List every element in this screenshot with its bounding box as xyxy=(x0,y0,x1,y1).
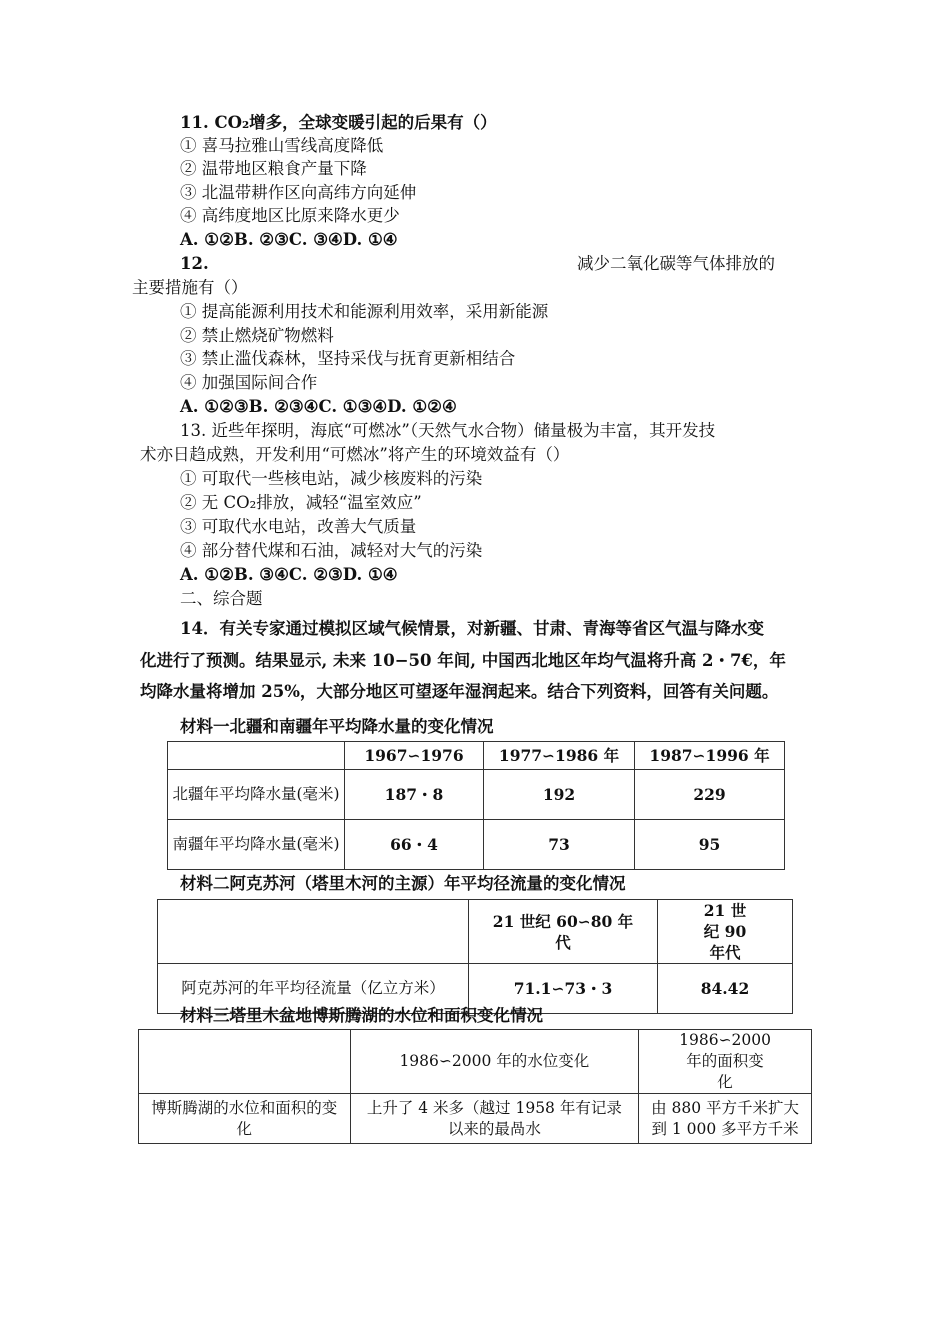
table-cell xyxy=(158,900,469,964)
q14-line2: 化进行了预测。结果显示, 未来 10−50 年间, 中国西北地区年均气温将升高 2・7€，年 xyxy=(140,651,786,670)
table-cell: 北疆年平均降水量(毫米) xyxy=(168,770,345,820)
table-header-row xyxy=(158,900,793,964)
table-cell: 73 xyxy=(484,820,635,870)
table-header-cell: 1987∽1996 年 xyxy=(635,742,785,770)
q11-option-2: ② 温带地区粮食产量下降 xyxy=(180,159,367,178)
material1-table xyxy=(167,741,785,870)
q12-option-3: ③ 禁止滥伐森林，坚持采伐与抚育更新相结合 xyxy=(180,349,516,368)
table-header-row xyxy=(139,1030,812,1094)
q12-stem: 减少二氧化碳等气体排放的 xyxy=(577,254,775,273)
material3-table xyxy=(138,1029,812,1144)
table-cell: 南疆年平均降水量(毫米) xyxy=(168,820,345,870)
table-cell: 229 xyxy=(635,770,785,820)
q13-option-4: ④ 部分替代煤和石油，减轻对大气的污染 xyxy=(180,541,483,560)
table-cell: 上升了 4 米多（越过 1958 年有记录以来的最咼水 xyxy=(350,1094,639,1144)
material2-title: 材料二阿克苏河（塔里木河的主源）年平均径流量的变化情况 xyxy=(180,874,626,893)
table-cell: 192 xyxy=(484,770,635,820)
table-header-row xyxy=(168,742,785,770)
q11-option-3: ③ 北温带耕作区向高纬方向延伸 xyxy=(180,183,417,202)
table-row xyxy=(168,770,785,820)
table-header-cell: 1967∽1976 xyxy=(345,742,484,770)
q11-option-1: ① 喜马拉雅山雪线高度降低 xyxy=(180,136,384,155)
q12-stem-continued: 主要措施有（） xyxy=(132,278,248,297)
table-cell: 187・8 xyxy=(345,770,484,820)
table-header-cell: 1986∽2000 年的水位变化 xyxy=(350,1030,639,1094)
q13-answers: A. ①②B. ③④C. ②③D. ①④ xyxy=(180,565,398,584)
material1-title: 材料一北疆和南疆年平均降水量的变化情况 xyxy=(180,717,494,736)
q13-option-3: ③ 可取代水电站，改善大气质量 xyxy=(180,517,417,536)
q11-answers: A. ①②B. ②③C. ③④D. ①④ xyxy=(180,230,398,249)
table-cell xyxy=(168,742,345,770)
table-header-cell: 1986∽2000 年的面积变化 xyxy=(639,1030,812,1094)
q12-option-4: ④ 加强国际间合作 xyxy=(180,373,318,392)
table-row xyxy=(168,820,785,870)
table-cell: 阿克苏河的年平均径流量（亿立方米） xyxy=(158,964,469,1014)
q11-stem: 11. CO₂增多，全球变暖引起的后果有（） xyxy=(180,113,497,132)
q12-number: 12. xyxy=(180,254,209,273)
q13-stem-line2: 术亦日趋成熟，开发利用“可燃冰”将产生的环境效益有（） xyxy=(140,445,570,464)
table-cell xyxy=(139,1030,351,1094)
q13-stem-line1: 13. 近些年探明，海底“可燃冰”（天然气水合物）储量极为丰富，其开发技 xyxy=(180,421,716,440)
q13-option-1: ① 可取代一些核电站，减少核废料的污染 xyxy=(180,469,483,488)
q12-option-1: ① 提高能源利用技术和能源利用效率，采用新能源 xyxy=(180,302,549,321)
q12-answers: A. ①②③B. ②③④C. ①③④D. ①②④ xyxy=(180,397,457,416)
q14-line3: 均降水量将增加 25%，大部分地区可望逐年湿润起来。结合下列资料，回答有关问题。 xyxy=(140,682,779,701)
q13-option-2: ② 无 CO₂排放，减轻“温室效应” xyxy=(180,493,422,512)
section-title: 二、综合题 xyxy=(180,589,263,608)
table-cell: 84.42 xyxy=(658,964,793,1014)
q11-option-4: ④ 高纬度地区比原来降水更少 xyxy=(180,206,400,225)
material2-table xyxy=(157,899,793,1014)
q14-line1: 14．有关专家通过模拟区域气候情景，对新疆、甘肃、青海等省区气温与降水变 xyxy=(180,619,764,638)
table-cell: 95 xyxy=(635,820,785,870)
table-header-cell: 21 世纪 90 年代 xyxy=(658,900,793,964)
q12-option-2: ② 禁止燃烧矿物燃料 xyxy=(180,326,334,345)
table-cell: 66・4 xyxy=(345,820,484,870)
table-cell: 由 880 平方千米扩大到 1 000 多平方千米 xyxy=(639,1094,812,1144)
table-cell: 71.1∽73・3 xyxy=(469,964,658,1014)
table-header-cell: 21 世纪 60∽80 年代 xyxy=(469,900,658,964)
material3-title: 材料三塔里木盆地博斯腾湖的水位和面积变化情况 xyxy=(180,1006,543,1025)
table-row xyxy=(139,1094,812,1144)
table-header-cell: 1977∽1986 年 xyxy=(484,742,635,770)
table-cell: 博斯腾湖的水位和面积的变化 xyxy=(139,1094,351,1144)
